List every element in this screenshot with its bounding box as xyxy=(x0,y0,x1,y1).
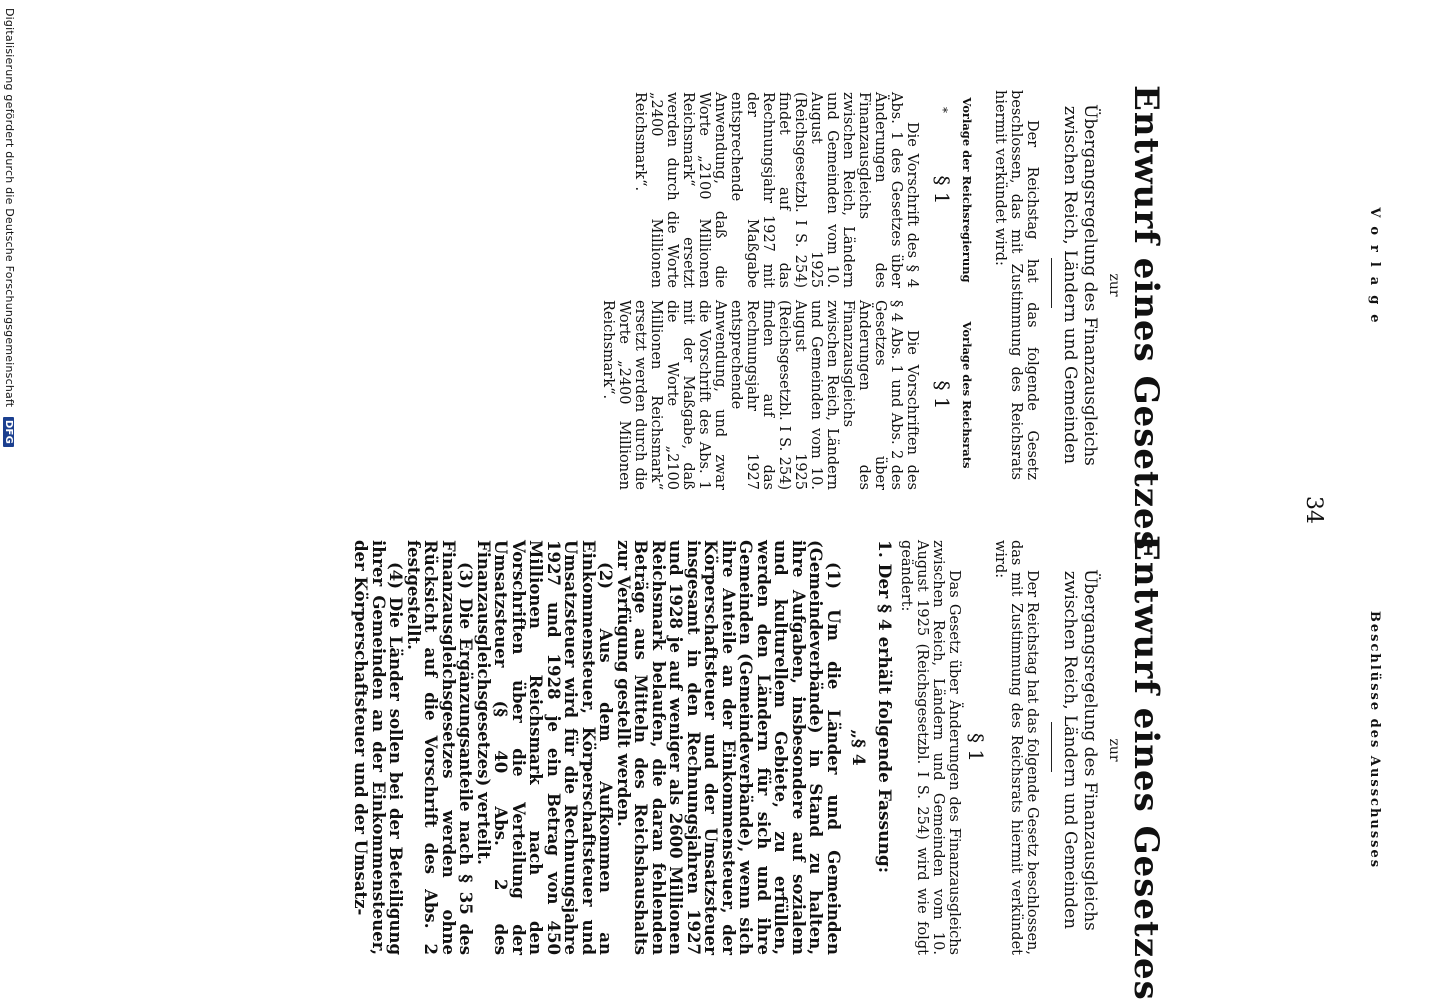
subsection-3: (3) Die Ergänzungsanteile nach § 35 des Finanzausgleichsgesetzes werden ohne Rücksicht auf die Vorschrift des Abs. 2 festgestellt. xyxy=(404,540,476,955)
left-sub-paragraph: § 1 xyxy=(930,175,954,205)
page-number: 34 xyxy=(1301,496,1326,524)
subsection-1: (1) Um die Länder und Gemeinden (Gemeindeverbände) in Stand zu halten, ihre Aufgaben, insbesondere auf sozialem und kulturellem Gebiete, zu erfüllen, werden den Ländern für sich und ihre Gemeinden (Gemeindeverbände), wenn sich ihre Anteile an der Einkommensteuer, der Körperschaftsteuer und der Umsatzsteuer insgesamt in den Rechnungsjahren 1927 und 1928 je auf weniger als 2600 Millionen Reichsmark belaufen, die daran fehlenden Beträge aus Mitteln des Reichshaushalts zur Verfügung gestellt werden. xyxy=(614,540,843,955)
footer-note xyxy=(3,8,16,447)
right-sub-text: Die Vorschriften des § 4 Abs. 1 und Abs. 2 des Gesetzes über Änderungen des Finanzausgleichs zwischen Reich, Ländern und Gemeinden vom 10. August 1925 (Reichsgesetzbl. I S. 254) finden auf das Rechnungsjahr 1927 entsprechende Anwendung, und zwar die Vorschrift des Abs. 1 mit der Maßgabe, daß die Worte „2100 Millionen Reichsmark“ ersetzt werden durch die Worte „2400 Millionen Reichsmark“. xyxy=(600,300,920,490)
left-sub-text: Die Vorschrift des § 4 Abs. 1 des Gesetzes über Änderungen des Finanzausgleichs zwischen Reich, Ländern und Gemeinden vom 10. August 1925 (Reichsgesetzbl. I S. 254) findet auf das Rechnungsjahr 1927 mit der Maßgabe entsprechende Anwendung, daß die Worte „2100 Millionen Reichsmark“ ersetzt werden durch die Worte „2400 Millionen Reichsmark“. xyxy=(632,92,920,288)
left-rule xyxy=(1051,258,1052,308)
right-zur: zur xyxy=(1106,738,1122,762)
section-text xyxy=(352,540,842,955)
header-left: Vorlage xyxy=(1367,207,1382,333)
subsection-4: (4) Die Länder sollen bei der Beteiligung ihrer Gemeinden an der Einkommensteuer, der Körperschaftsteuer und der Umsatz- xyxy=(351,540,406,955)
left-intro: Der Reichstag hat das folgende Gesetz beschlossen, das mit Zustimmung des Reichsrats hiermit verkündet wird: xyxy=(992,90,1040,480)
subsection-2: (2) Aus dem Aufkommen an Einkommensteuer, Körperschaftsteuer und Umsatzsteuer wird für die Rechnungsjahre 1927 und 1928 je ein Betrag von 450 Millionen Reichsmark nach den Vorschriften über die Verteilung der Umsatzsteuer (§ 40 Abs. 2 des Finanzausgleichsgesetzes) verteilt. xyxy=(474,540,616,955)
left-zur: zur xyxy=(1106,273,1122,297)
left-title: Entwurf eines Gesetzes xyxy=(1126,85,1166,551)
header-right: Beschlüsse des Ausschusses xyxy=(1367,610,1382,870)
right-paragraph: § 1 xyxy=(964,732,988,763)
right-law-text: Das Gesetz über Änderungen des Finanzausgleichs zwischen Reich, Ländern und Gemeinden vom 10. August 1925 (Reichsgesetzbl. I S. 254) wird wie folgt geändert: xyxy=(898,540,962,955)
right-intro: Der Reichstag hat das folgende Gesetz beschlossen, das mit Zustimmung des Reichsrats hiermit verkündet wird: xyxy=(992,540,1040,955)
left-subtitle: Übergangsregelung des Finanzausgleichs zwischen Reich, Ländern und Gemeinden xyxy=(1060,104,1100,466)
right-sub-paragraph: § 1 xyxy=(930,380,954,410)
footer-note-text: Digitalisierung gefördert durch die Deutsche Forschungsgemeinschaft xyxy=(3,8,16,408)
heading-reichsrat: Vorlage des Reichsrats xyxy=(960,321,974,469)
heading-reichsregierung: Vorlage der Reichsregierung xyxy=(960,97,974,283)
right-title: Entwurf eines Gesetzes xyxy=(1126,535,1166,1001)
right-rule xyxy=(1051,722,1052,772)
marker-asterisk: * xyxy=(936,107,950,113)
article-heading: 1. Der § 4 erhält folgende Fassung: xyxy=(874,540,894,874)
right-subtitle: Übergangsregelung des Finanzausgleichs zwischen Reich, Ländern und Gemeinden xyxy=(1060,569,1100,931)
section-4: „§ 4 xyxy=(848,729,868,766)
dfg-logo: DFG xyxy=(3,417,14,447)
